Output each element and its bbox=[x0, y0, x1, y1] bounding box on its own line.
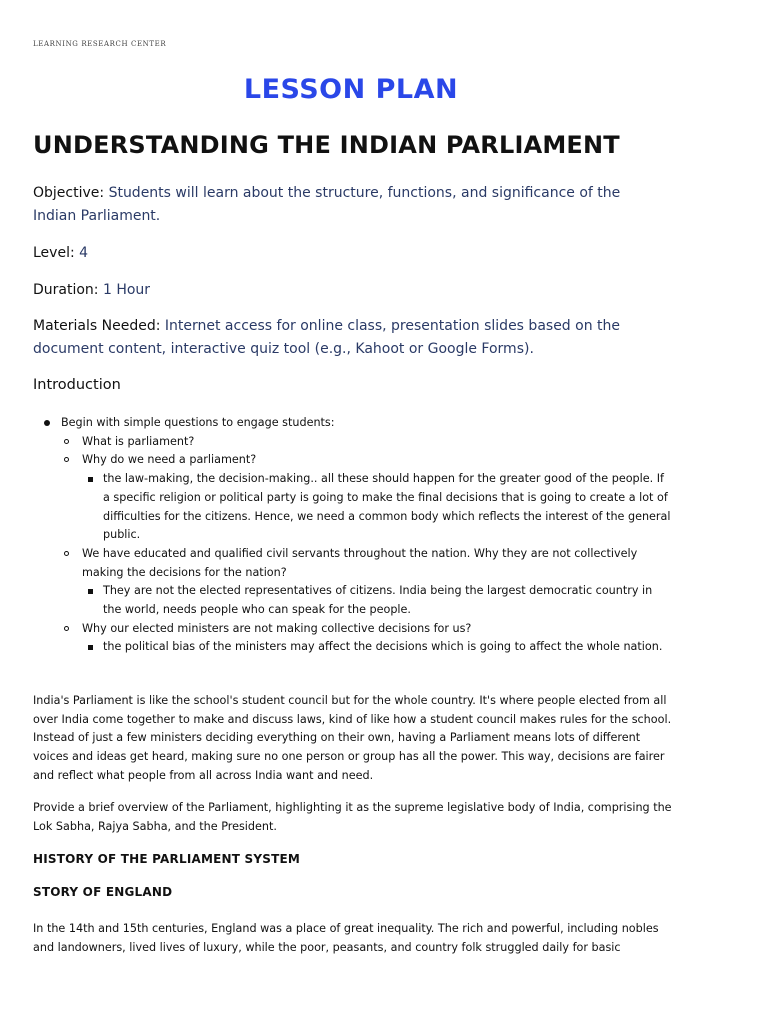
answer-text: the law-making, the decision-making.. all these should happen for the greater good of the people. If a specific religion or political party is going to make the final decisions that is going to create a lot of difficulties for the citizens. Hence, we need a common body which reflects the interest of the general public. bbox=[103, 472, 671, 542]
list-item bbox=[82, 582, 673, 619]
question-text: Why our elected ministers are not making collective decisions for us? bbox=[82, 621, 472, 635]
duration-label: Duration: bbox=[33, 282, 99, 298]
list-item bbox=[82, 638, 673, 657]
lesson-plan-label: LESSON PLAN bbox=[243, 74, 459, 105]
duration-value: 1 Hour bbox=[102, 282, 151, 298]
objective-field bbox=[33, 182, 643, 228]
england-heading: STORY OF ENGLAND bbox=[33, 885, 173, 899]
list-item bbox=[61, 433, 673, 452]
history-heading: HISTORY OF THE PARLIAMENT SYSTEM bbox=[33, 852, 301, 866]
materials-value: Internet access for online class, presentation slides based on the document content, interactive quiz tool (e.g., Kahoot or Google Forms). bbox=[33, 318, 621, 357]
organization-name: LEARNING RESEARCH CENTER bbox=[33, 40, 167, 48]
level-field bbox=[33, 242, 643, 265]
list-item bbox=[61, 545, 673, 620]
list-item bbox=[61, 451, 673, 545]
question-text: What is parliament? bbox=[82, 434, 195, 448]
question-text: We have educated and qualified civil servants throughout the nation. Why they are not collectively making the decisions for the nation? bbox=[82, 546, 638, 579]
parliament-explanation-paragraph: India's Parliament is like the school's student council but for the whole country. It's where people elected from all over India come together to make and discuss laws, kind of like how a student council makes rules for the school. Instead of just a few ministers deciding everything on their own, having a Parliament means lots of different voices and ideas get heard, making sure no one person or group has all the power. This way, decisions are fairer and reflect what people from all across India want and need. bbox=[33, 694, 672, 782]
answer-text: the political bias of the ministers may affect the decisions which is going to affect the whole nation. bbox=[103, 640, 663, 654]
introduction-heading: Introduction bbox=[33, 377, 121, 393]
objective-value: Students will learn about the structure, functions, and significance of the Indian Parliament. bbox=[33, 185, 621, 224]
england-paragraph: In the 14th and 15th centuries, England was a place of great inequality. The rich and powerful, including nobles and landowners, lived lives of luxury, while the poor, peasants, and country folk struggled daily for basic bbox=[33, 922, 659, 954]
duration-field bbox=[33, 279, 643, 302]
list-item bbox=[82, 470, 673, 545]
list-item bbox=[61, 620, 673, 657]
question-text: Why do we need a parliament? bbox=[82, 453, 257, 467]
materials-field bbox=[33, 315, 643, 361]
page-title: UNDERSTANDING THE INDIAN PARLIAMENT bbox=[33, 131, 620, 159]
level-label: Level: bbox=[33, 245, 75, 261]
materials-label: Materials Needed: bbox=[33, 318, 161, 334]
answer-text: They are not the elected representatives of citizens. India being the largest democratic country in the world, needs people who can speak for the people. bbox=[103, 584, 653, 617]
level-value: 4 bbox=[79, 245, 89, 261]
intro-bullet-text: Begin with simple questions to engage students: bbox=[61, 416, 335, 429]
objective-label: Objective: bbox=[33, 185, 105, 201]
introduction-outline bbox=[33, 414, 673, 657]
list-item bbox=[33, 414, 673, 657]
overview-paragraph: Provide a brief overview of the Parliament, highlighting it as the supreme legislative body of India, comprising the Lok Sabha, Rajya Sabha, and the President. bbox=[33, 801, 672, 833]
